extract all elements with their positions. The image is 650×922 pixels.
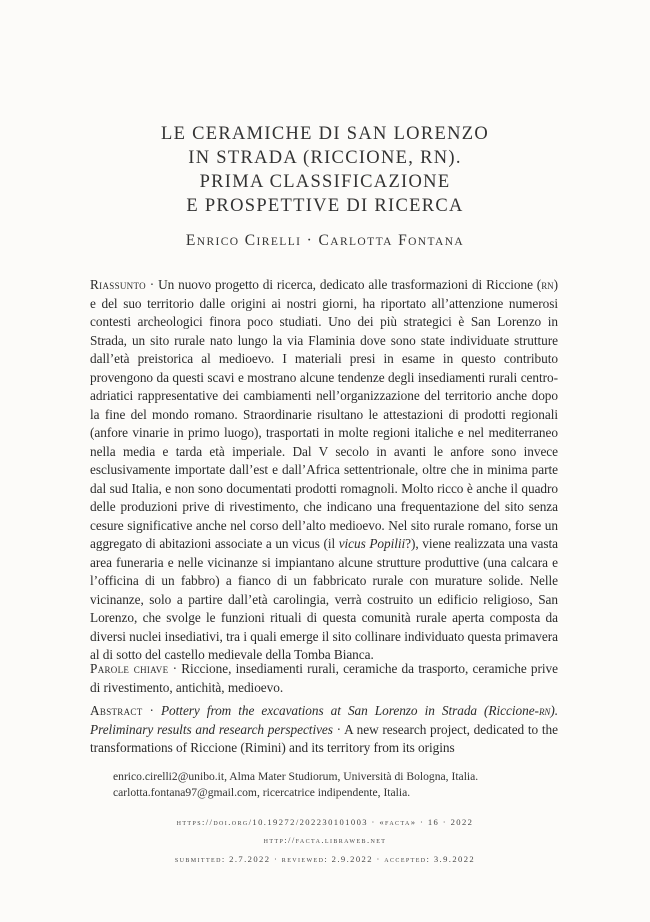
title-line-1: LE CERAMICHE DI SAN LORENZO <box>160 124 489 144</box>
abstract-title-2: ). Preliminary results and research perspectives <box>90 703 558 737</box>
keywords-text: Riccione, insediamenti rurali, ceramiche da trasporto, ceramiche prive di rivestimento, antichità, medioevo. <box>90 661 558 695</box>
abstract-title-rn: rn <box>538 703 551 718</box>
keywords-paragraph <box>90 660 558 697</box>
riassunto-text-2: ) e del suo territorio dalle origini ai nostri giorni, ha riportato all’attenzione numerosi contesti archeologici finora poco studiati. Uno dei più strategici è San Lorenzo in Strada, un sito rurale nato lungo la via Flaminia dove sono state individuate strutture dall’età preistorica al medioevo. I materiali presi in esame in questo contributo provengono da questi scavi e mostrano alcune tendenze degli insediamenti rurali centro-adriatici rappresentative dei cambiamenti nell’organizzazione del territorio anche dopo la fine del mondo romano. Straordinarie risultano le attestazioni di prodotti regionali (anfore vinarie in primo luogo), trasportati in molte regioni italiche e nel mediterraneo nella media e tarda età imperiale. Dal V secolo in avanti le anfore sono invece esclusivamente importate dall’est e dall’Africa settentrionale, oltre che in minima parte dal sud Italia, e non sono documentati prodotti romagnoli. Molto ricco è anche il quadro delle produzioni prive di rivestimento, che indicano una frequentazione del sito senza cesure significative anche nel corso dell’alto medioevo. Nel sito rurale romano, forse un aggregato di abitazioni associate a un vicus (il <box>90 277 558 551</box>
abstract-text: A new research project, dedicated to the transformations of Riccione (Rimini) and its territory from its origins <box>90 721 558 755</box>
paper-title <box>0 122 650 218</box>
author2-first-rest: ARLOTTA <box>330 236 393 248</box>
keywords-label: Parole chiave <box>90 661 169 676</box>
footer-url[interactable]: http://facta.libraweb.net <box>263 835 387 846</box>
author2-first-cap: C <box>318 232 331 249</box>
keywords-separator: · <box>168 661 182 676</box>
author1-last-cap: C <box>244 232 257 249</box>
footnote-author2: carlotta.fontana97@gmail.com, ricercatrice indipendente, Italia. <box>113 785 411 799</box>
author-list <box>0 232 650 250</box>
riassunto-rn: rn <box>541 277 554 292</box>
author1-last-rest: IRELLI <box>256 236 302 248</box>
title-line-3: PRIMA CLASSIFICAZIONE <box>199 172 451 192</box>
abstract-separator: · <box>142 703 161 718</box>
abstract-title-1: Pottery from the excavations at San Lorenzo in Strada (Riccione- <box>160 703 539 718</box>
riassunto-text-3: ?), viene realizzata una vasta area funeraria e nelle vicinanze si impiantano alcune strutture produttive (una calcara e l’officina di un fabbro) a fianco di un fabbricato rurale con murature solide. Nelle vicinanze, solo a partire dall’età carolingia, verrà costruito un edificio religioso, San Lorenzo, che svolge le funzioni rituali di questa comunità rurale aperta composta da diversi nuclei insediativi, tra i quali emerge il sito collinare individuato questa primavera al di sotto del castello medievale della Tomba Bianca. <box>90 536 558 662</box>
riassunto-label: Riassunto <box>90 277 146 292</box>
title-line-2: IN STRADA (RICCIONE, RN). <box>188 148 462 168</box>
author1-first-rest: NRICO <box>196 236 240 248</box>
riassunto-paragraph <box>90 276 558 665</box>
page-footer <box>0 813 650 868</box>
footer-dates: submitted: 2.7.2022 · reviewed: 2.9.2022 · accepted: 3.9.2022 <box>174 853 476 864</box>
riassunto-vicus-name: vicus Popilii <box>338 536 406 551</box>
abstract-label: Abstract <box>90 703 143 718</box>
author1-first-cap: E <box>185 232 197 249</box>
footer-doi[interactable]: https://doi.org/10.19272/202230101003 · «facta» · 16 · 2022 <box>176 817 474 827</box>
riassunto-separator: · <box>145 277 159 292</box>
author2-last-rest: ONTANA <box>408 236 465 248</box>
author2-last-cap: F <box>398 232 409 249</box>
abstract-separator-2: · <box>332 721 345 737</box>
riassunto-text-1: Un nuovo progetto di ricerca, dedicato alle trasformazioni di Riccione ( <box>158 277 542 292</box>
title-line-4: E PROSPETTIVE DI RICERCA <box>186 196 464 216</box>
author-footnotes <box>113 769 553 801</box>
author-separator: · <box>301 232 319 249</box>
footnote-author1: enrico.cirelli2@unibo.it, Alma Mater Studiorum, Università di Bologna, Italia. <box>113 770 479 783</box>
abstract-paragraph <box>90 702 558 758</box>
